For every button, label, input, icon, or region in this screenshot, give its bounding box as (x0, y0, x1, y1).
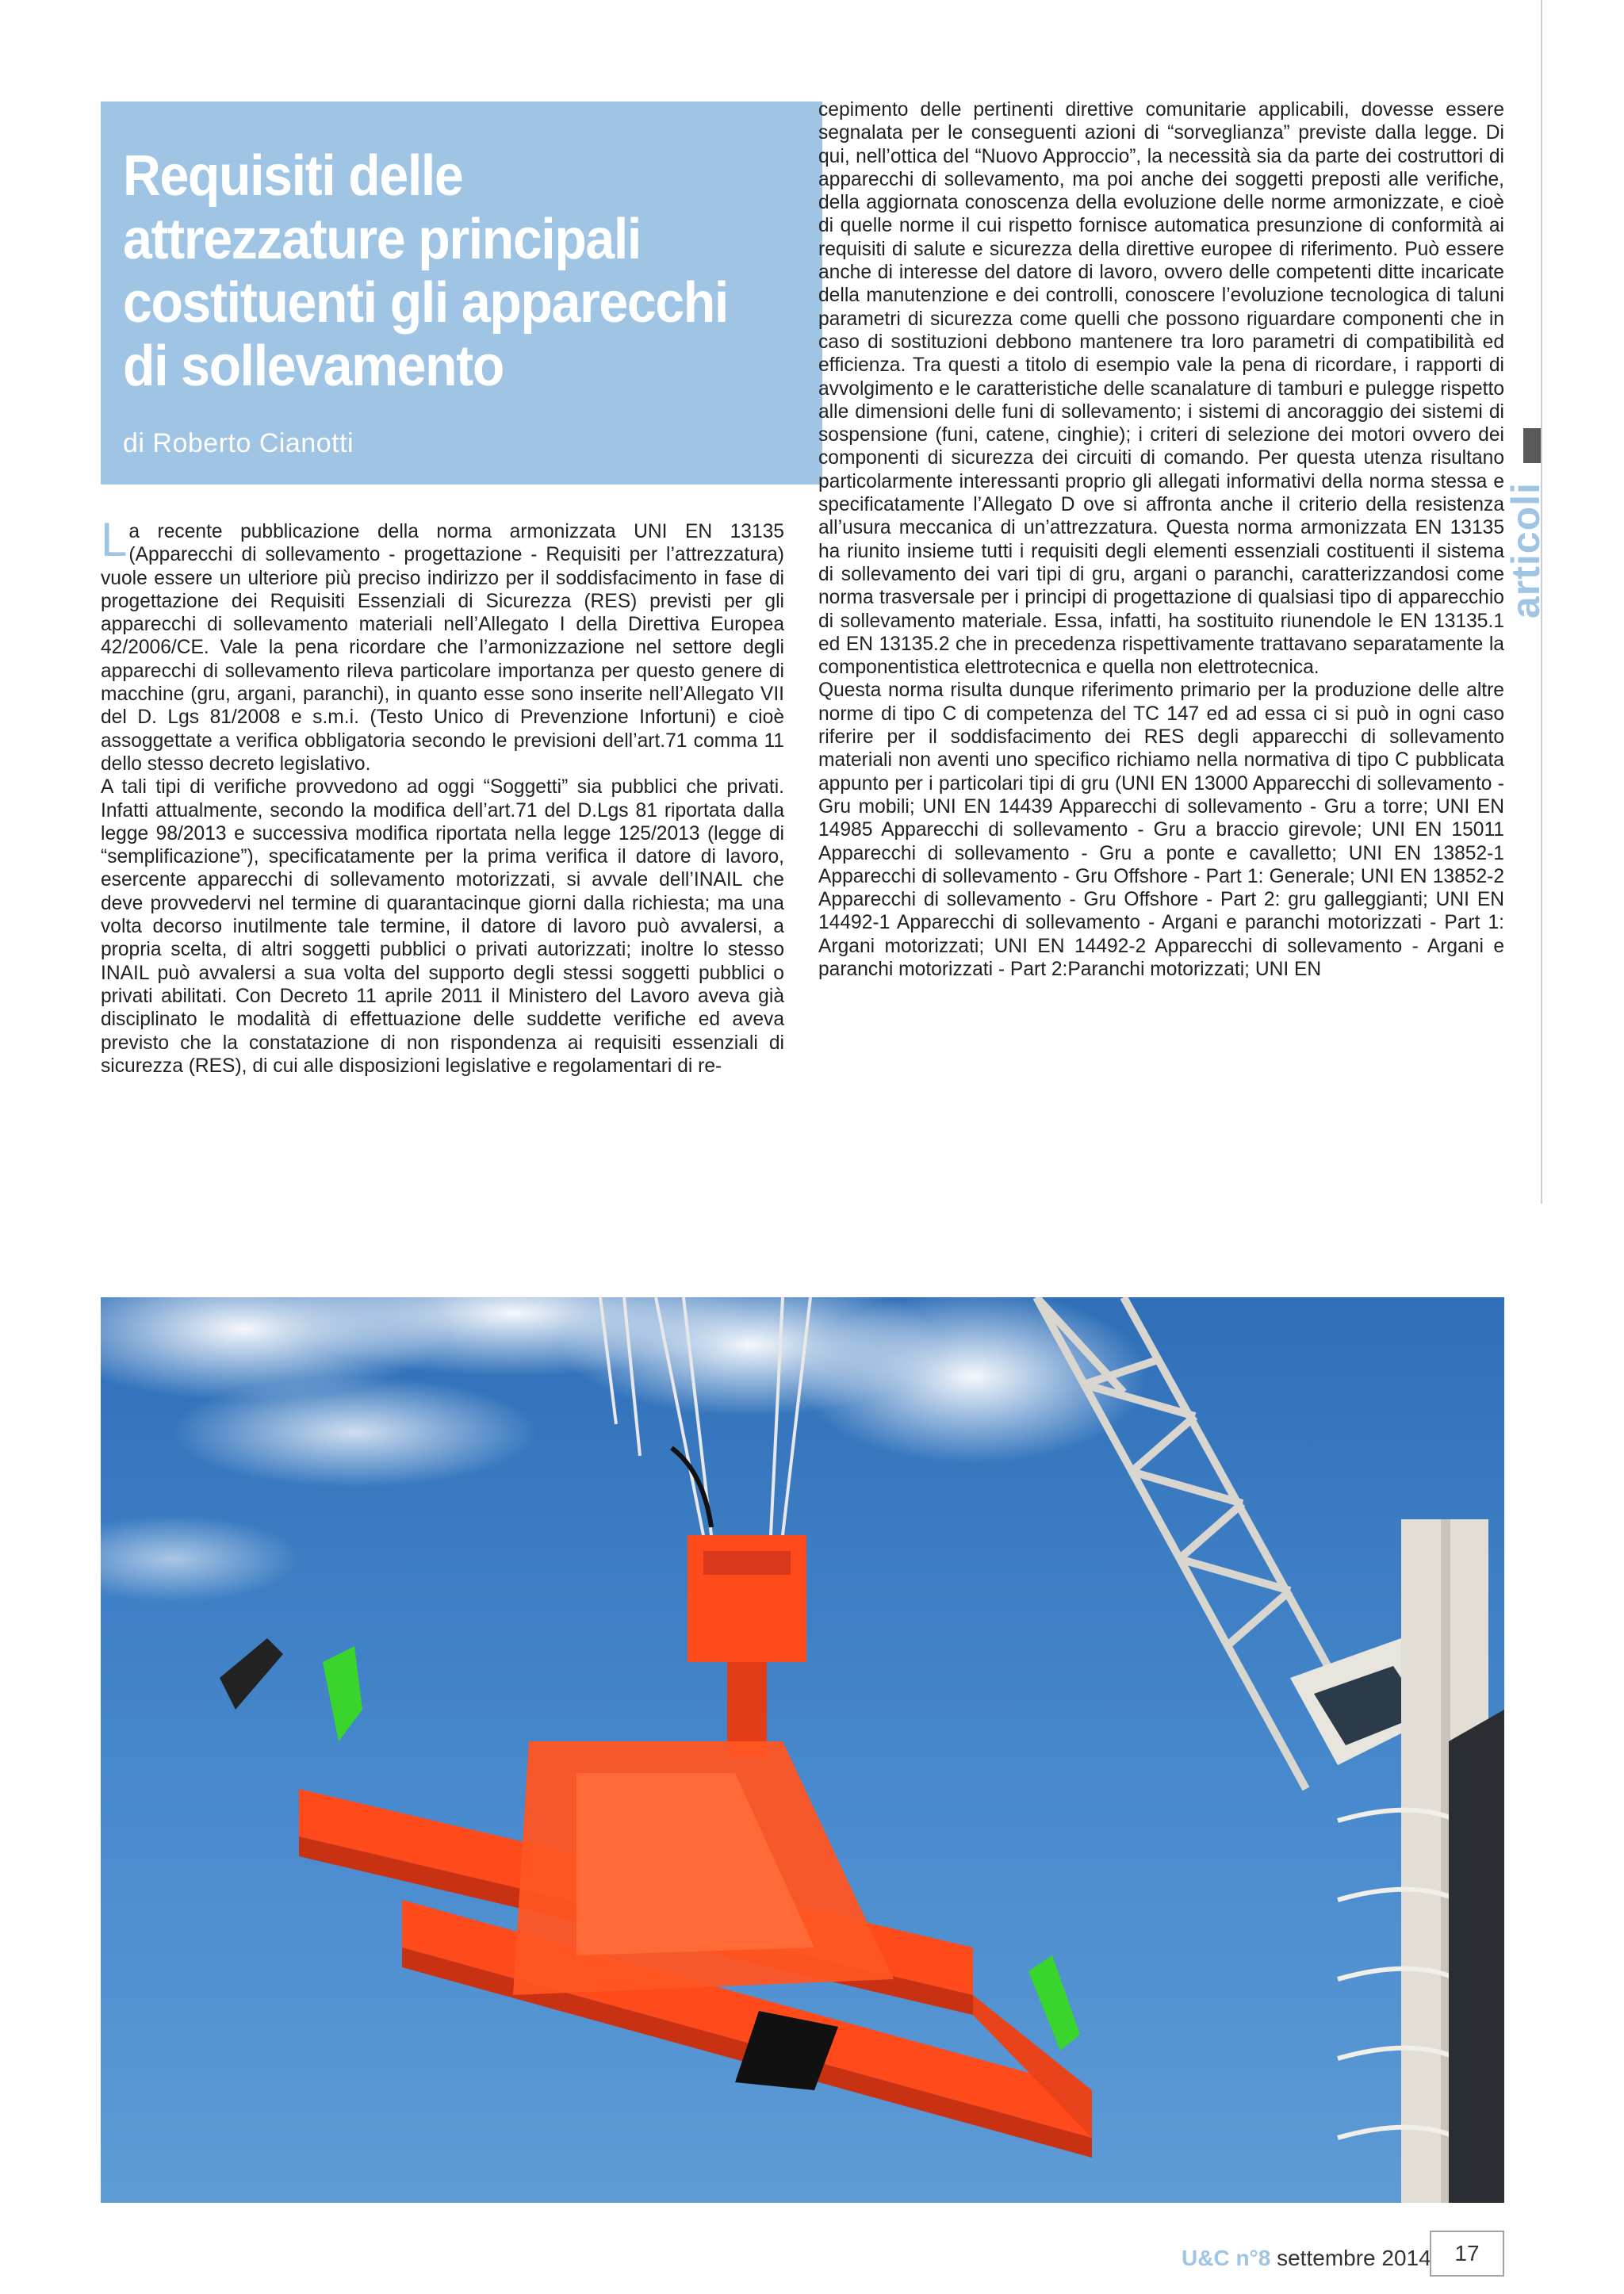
drop-cap: L (101, 513, 128, 566)
right-paragraph-2: Questa norma risulta dunque riferimento primario per la produzione delle altre norme di tipo C di competenza del TC 147 ed ad essa ci si può in ogni caso riferire per il soddisfacimento dei RES degli apparecchi di sollevamento materiali non aventi uno specifico richiamo nella normativa di tipo C pubblicata appunto per i particolari tipi di gru (UNI EN 13000 Apparecchi di sollevamento - Gru mobili; UNI EN 14439 Apparecchi di sollevamento - Gru a torre; UNI EN 14985 Apparecchi di sollevamento - Gru a braccio girevole; UNI EN 15011 Apparecchi di sollevamento - Gru a ponte e cavalletto; UNI EN 13852-1 Apparecchi di sollevamento - Gru Offshore - Part 1: Generale; UNI EN 13852-2 Apparecchi di sollevamento - Gru Offshore - Part 2: gru galleggianti; UNI EN 14492-1 Apparecchi di sollevamento - Argani e paranchi motorizzati - Part 1: Argani motorizzati; UNI EN 14492-2 Apparecchi di sollevamento - Argani e paranchi motorizzati - Part 2:Paranchi motorizzati; UNI EN (818, 680, 1504, 980)
crane-spreader-photo (101, 1297, 1504, 2203)
article-title: Requisiti delle attrezzature principali costituenti gli apparecchi di sollevamento (123, 144, 728, 398)
issue-date: settembre 2014 (1277, 2246, 1431, 2270)
right-paragraph-1: cepimento delle pertinenti direttive comunitarie applicabili, dovesse essere segnalata per le conseguenti azioni di “sorveglianza” previste dalla legge. Di qui, nell’ottica del “Nuovo Approccio”, la necessità sia da parte dei costruttori di apparecchi di sollevamento, ma poi anche dei soggetti preposti alle verifiche, della aggiornata conoscenza della evoluzione delle norme armonizzate, e cioè di quelle norme il cui rispetto fornisce automatica presunzione di conformità ai requisiti di salute e sicurezza della direttive europee di riferimento. Può essere anche di interesse del datore di lavoro, ovvero delle competenti ditte incaricate della manutenzione e dei controlli, conoscere l’evoluzione tecnologica di taluni parametri di sicurezza come quelli che possono riguardare componenti che in caso di sostituzioni debbono mantenere tra loro parametri di compatibilità ed efficienza. Tra questi a titolo di esempio vale la pena di ricordare, i rapporti di avvolgimento e le caratteristiche delle scanalature di tamburi e pulegge rispetto alle dimensioni delle funi di sollevamento; i sistemi di ancoraggio dei sistemi di sospensione (funi, catene, cinghie); i criteri di selezione dei motori ovvero dei componenti di sicurezza dei circuiti di comando. Per questa utenza risultano particolarmente interessanti proprio gli allegati informativi della norma stessa e specificatamente l’Allegato D ove si affronta anche il criterio della resistenza all’usura meccanica di un’attrezzatura. Questa norma armonizzata EN 13135 ha riunito insieme tutti i requisiti degli elementi essenziali costituenti il sistema di sollevamento dei vari tipi di gru, argani o paranchi, caratterizzandosi come norma trasversale per i principi di progettazione di qualsiasi tipo di apparecchio di sollevamento materiale. Essa, infatti, ha sostituito riunendole le EN 13135.1 ed EN 13135.2 che in precedenza rispettivamente trattavano separatamente la componentistica elettrotecnica e quella non elettrotecnica. (818, 99, 1504, 679)
section-label: articoli (1503, 482, 1548, 618)
ship-hull (1449, 1710, 1504, 2203)
left-paragraph-1 (101, 513, 784, 776)
left-paragraph-1-text: a recente pubblicazione della norma armonizzata UNI EN 13135 (Apparecchi di sollevamento - progettazione - Requisiti per l’attrezzatura) vuole essere un ulteriore più preciso indirizzo per il soddisfacimento in fase di progettazione dei Requisiti Essenziali di Sicurezza (RES) previsti per gli apparecchi di sollevamento materiali nell’Allegato I della Direttiva Europea 42/2006/CE. Vale la pena ricordare che l’armonizzazione nel settore degli apparecchi di sollevamento rileva particolare importanza per questo genere di macchine (gru, argani, paranchi), in quanto esse sono inserite nell’Allegato VII del D. Lgs 81/2008 e s.m.i. (Testo Unico di Prevenzione Infortuni) e cioè assoggettate a verifica obbligatoria secondo le previsioni dell’art.71 comma 11 dello stesso decreto legislativo. (101, 521, 784, 775)
page-number: 17 (1430, 2231, 1504, 2277)
magazine-brand: U&C n°8 (1182, 2246, 1271, 2270)
right-column (818, 98, 1504, 981)
title-box (101, 101, 822, 484)
footer (1182, 2246, 1431, 2271)
side-marker (1523, 428, 1541, 463)
left-paragraph-2: A tali tipi di verifiche provvedono ad oggi “Soggetti” sia pubblici che privati. Infatti attualmente, secondo la modifica dell’art.71 del D.Lgs 81 riportata dalla legge 98/2013 e successiva modifica riportata nella legge 125/2013 (legge di “semplificazione”), specificatamente per la prima verifica il datore di lavoro, esercente apparecchi di sollevamento motorizzati, si avvale dell’INAIL che deve provvedervi nel termine di quarantacinque giorni dalla richiesta; ma una volta decorso inutilmente tale termine, il datore di lavoro può avvalersi, a propria scelta, di altri soggetti pubblici o privati autorizzati; inoltre lo stesso INAIL può avvalersi a sua volta del supporto degli stessi soggetti pubblici o privati abilitati. Con Decreto 11 aprile 2011 il Ministero del Lavoro aveva già disciplinato le modalità di effettuazione delle suddette verifiche ed aveva previsto che la constatazione di non rispondenza ai requisiti essenziali di sicurezza (RES), di cui alle disposizioni legislative e regolamentari di re- (101, 776, 784, 1077)
left-column (101, 513, 784, 1078)
article-author: di Roberto Cianotti (123, 428, 354, 458)
